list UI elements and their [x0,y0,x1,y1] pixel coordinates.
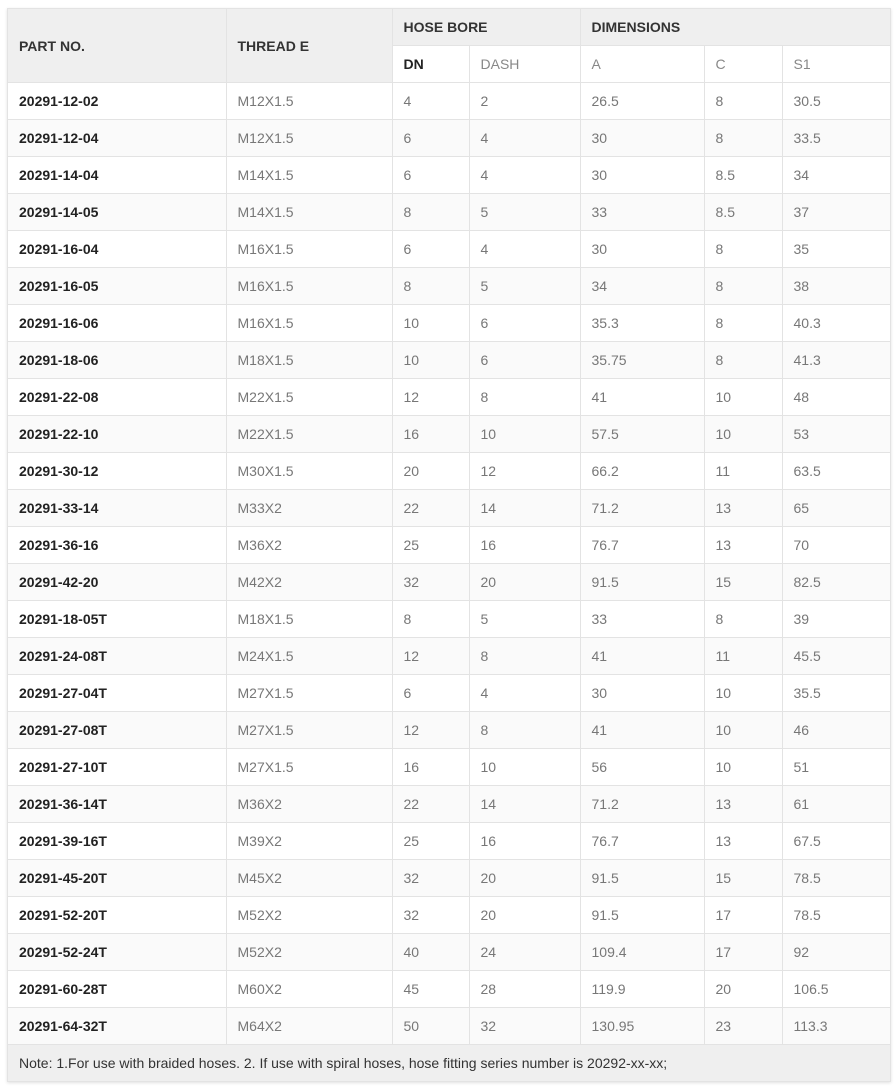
cell-s1: 82.5 [782,564,890,601]
cell-thread-e: M36X2 [226,786,392,823]
cell-c: 8.5 [704,157,782,194]
cell-dash: 16 [469,527,580,564]
cell-dn: 50 [392,1008,469,1045]
cell-thread-e: M18X1.5 [226,601,392,638]
cell-dn: 25 [392,823,469,860]
cell-c: 10 [704,712,782,749]
cell-part-no: 20291-27-04T [8,675,226,712]
header-hose-bore: HOSE BORE [392,9,580,46]
cell-part-no: 20291-18-06 [8,342,226,379]
cell-a: 35.3 [580,305,704,342]
cell-dn: 22 [392,490,469,527]
cell-part-no: 20291-33-14 [8,490,226,527]
cell-c: 13 [704,823,782,860]
cell-c: 23 [704,1008,782,1045]
cell-dash: 32 [469,1008,580,1045]
cell-dash: 12 [469,453,580,490]
header-dn: DN [392,46,469,83]
cell-a: 91.5 [580,564,704,601]
spec-table [8,9,890,1045]
cell-dn: 22 [392,786,469,823]
cell-c: 17 [704,934,782,971]
cell-c: 13 [704,527,782,564]
table-row [8,860,890,897]
cell-dash: 5 [469,194,580,231]
header-dash: DASH [469,46,580,83]
cell-thread-e: M42X2 [226,564,392,601]
header-thread-e: THREAD E [226,9,392,83]
cell-part-no: 20291-12-02 [8,83,226,120]
cell-a: 91.5 [580,897,704,934]
cell-part-no: 20291-27-08T [8,712,226,749]
cell-dn: 6 [392,120,469,157]
table-row [8,157,890,194]
cell-dash: 16 [469,823,580,860]
cell-dn: 12 [392,379,469,416]
cell-part-no: 20291-12-04 [8,120,226,157]
cell-part-no: 20291-30-12 [8,453,226,490]
cell-s1: 30.5 [782,83,890,120]
cell-thread-e: M16X1.5 [226,305,392,342]
cell-part-no: 20291-52-20T [8,897,226,934]
cell-part-no: 20291-22-08 [8,379,226,416]
cell-thread-e: M12X1.5 [226,120,392,157]
table-row [8,934,890,971]
cell-dash: 4 [469,157,580,194]
table-header [8,9,890,83]
cell-dn: 8 [392,268,469,305]
cell-thread-e: M60X2 [226,971,392,1008]
cell-c: 20 [704,971,782,1008]
table-row [8,823,890,860]
cell-thread-e: M14X1.5 [226,157,392,194]
table-row [8,601,890,638]
cell-dn: 10 [392,305,469,342]
cell-s1: 34 [782,157,890,194]
cell-dn: 32 [392,564,469,601]
cell-part-no: 20291-18-05T [8,601,226,638]
cell-a: 33 [580,194,704,231]
cell-part-no: 20291-36-14T [8,786,226,823]
cell-thread-e: M14X1.5 [226,194,392,231]
cell-dash: 2 [469,83,580,120]
table-body [8,83,890,1045]
table-row [8,120,890,157]
cell-a: 71.2 [580,786,704,823]
cell-part-no: 20291-27-10T [8,749,226,786]
table-row [8,971,890,1008]
header-part-no: PART NO. [8,9,226,83]
cell-dn: 6 [392,157,469,194]
cell-thread-e: M16X1.5 [226,231,392,268]
cell-c: 8 [704,268,782,305]
cell-c: 10 [704,416,782,453]
cell-dn: 8 [392,601,469,638]
cell-dn: 25 [392,527,469,564]
header-a: A [580,46,704,83]
cell-s1: 35.5 [782,675,890,712]
cell-s1: 92 [782,934,890,971]
cell-dash: 20 [469,897,580,934]
cell-dn: 6 [392,675,469,712]
cell-thread-e: M64X2 [226,1008,392,1045]
cell-a: 30 [580,675,704,712]
cell-a: 26.5 [580,83,704,120]
table-row [8,786,890,823]
cell-c: 11 [704,453,782,490]
table-row [8,527,890,564]
cell-part-no: 20291-42-20 [8,564,226,601]
cell-thread-e: M45X2 [226,860,392,897]
cell-a: 41 [580,379,704,416]
cell-a: 41 [580,638,704,675]
cell-c: 8 [704,305,782,342]
table-row [8,416,890,453]
cell-s1: 41.3 [782,342,890,379]
cell-dash: 6 [469,305,580,342]
cell-a: 34 [580,268,704,305]
table-row [8,231,890,268]
cell-c: 10 [704,379,782,416]
cell-part-no: 20291-16-05 [8,268,226,305]
cell-dash: 14 [469,786,580,823]
table-row [8,453,890,490]
cell-a: 76.7 [580,823,704,860]
cell-c: 17 [704,897,782,934]
cell-part-no: 20291-39-16T [8,823,226,860]
cell-s1: 33.5 [782,120,890,157]
table-row [8,1008,890,1045]
cell-c: 10 [704,749,782,786]
cell-dash: 28 [469,971,580,1008]
table-row [8,194,890,231]
cell-dash: 10 [469,416,580,453]
cell-s1: 46 [782,712,890,749]
cell-part-no: 20291-24-08T [8,638,226,675]
cell-thread-e: M52X2 [226,934,392,971]
cell-thread-e: M18X1.5 [226,342,392,379]
table-row [8,638,890,675]
cell-a: 71.2 [580,490,704,527]
header-dimensions: DIMENSIONS [580,9,890,46]
cell-part-no: 20291-16-06 [8,305,226,342]
cell-part-no: 20291-14-05 [8,194,226,231]
cell-s1: 38 [782,268,890,305]
cell-c: 8.5 [704,194,782,231]
table-row [8,342,890,379]
cell-dn: 45 [392,971,469,1008]
cell-dash: 8 [469,712,580,749]
cell-part-no: 20291-14-04 [8,157,226,194]
cell-part-no: 20291-64-32T [8,1008,226,1045]
cell-thread-e: M52X2 [226,897,392,934]
cell-s1: 40.3 [782,305,890,342]
cell-dash: 4 [469,231,580,268]
cell-dash: 10 [469,749,580,786]
cell-dn: 6 [392,231,469,268]
cell-thread-e: M16X1.5 [226,268,392,305]
cell-a: 57.5 [580,416,704,453]
cell-c: 13 [704,490,782,527]
cell-a: 119.9 [580,971,704,1008]
table-row [8,83,890,120]
cell-thread-e: M33X2 [226,490,392,527]
cell-s1: 78.5 [782,860,890,897]
cell-part-no: 20291-16-04 [8,231,226,268]
cell-dn: 10 [392,342,469,379]
cell-c: 8 [704,601,782,638]
cell-dn: 16 [392,416,469,453]
table-row [8,305,890,342]
cell-thread-e: M27X1.5 [226,675,392,712]
cell-c: 13 [704,786,782,823]
cell-c: 8 [704,342,782,379]
cell-thread-e: M27X1.5 [226,712,392,749]
cell-a: 41 [580,712,704,749]
cell-a: 30 [580,231,704,268]
cell-dn: 40 [392,934,469,971]
cell-thread-e: M22X1.5 [226,379,392,416]
table-row [8,490,890,527]
header-c: C [704,46,782,83]
cell-dn: 20 [392,453,469,490]
cell-dn: 4 [392,83,469,120]
cell-dn: 12 [392,712,469,749]
table-row [8,712,890,749]
cell-dash: 5 [469,601,580,638]
cell-s1: 65 [782,490,890,527]
table-row [8,379,890,416]
cell-s1: 48 [782,379,890,416]
cell-a: 35.75 [580,342,704,379]
table-row [8,675,890,712]
cell-c: 15 [704,860,782,897]
cell-dash: 24 [469,934,580,971]
cell-dash: 20 [469,564,580,601]
cell-dn: 8 [392,194,469,231]
cell-dash: 14 [469,490,580,527]
header-s1: S1 [782,46,890,83]
cell-dn: 12 [392,638,469,675]
cell-a: 56 [580,749,704,786]
cell-dash: 8 [469,379,580,416]
cell-thread-e: M12X1.5 [226,83,392,120]
cell-a: 109.4 [580,934,704,971]
cell-s1: 53 [782,416,890,453]
cell-thread-e: M36X2 [226,527,392,564]
cell-part-no: 20291-52-24T [8,934,226,971]
cell-a: 130.95 [580,1008,704,1045]
cell-part-no: 20291-45-20T [8,860,226,897]
table-row [8,268,890,305]
cell-s1: 51 [782,749,890,786]
cell-thread-e: M27X1.5 [226,749,392,786]
table-row [8,564,890,601]
cell-s1: 78.5 [782,897,890,934]
cell-a: 33 [580,601,704,638]
cell-dn: 32 [392,897,469,934]
cell-s1: 113.3 [782,1008,890,1045]
cell-thread-e: M39X2 [226,823,392,860]
cell-c: 10 [704,675,782,712]
cell-part-no: 20291-22-10 [8,416,226,453]
cell-dash: 20 [469,860,580,897]
cell-a: 30 [580,157,704,194]
cell-dash: 6 [469,342,580,379]
cell-s1: 63.5 [782,453,890,490]
spec-table-card [7,8,891,1082]
cell-c: 8 [704,231,782,268]
cell-a: 30 [580,120,704,157]
cell-s1: 61 [782,786,890,823]
cell-part-no: 20291-60-28T [8,971,226,1008]
cell-s1: 70 [782,527,890,564]
cell-a: 66.2 [580,453,704,490]
table-note: Note: 1.For use with braided hoses. 2. If use with spiral hoses, hose fitting series number is 20292-xx-xx; [8,1045,890,1081]
cell-dn: 32 [392,860,469,897]
cell-c: 11 [704,638,782,675]
cell-s1: 37 [782,194,890,231]
cell-thread-e: M22X1.5 [226,416,392,453]
cell-dash: 8 [469,638,580,675]
cell-part-no: 20291-36-16 [8,527,226,564]
table-row [8,749,890,786]
cell-dash: 4 [469,675,580,712]
cell-s1: 106.5 [782,971,890,1008]
cell-s1: 35 [782,231,890,268]
cell-dash: 4 [469,120,580,157]
cell-thread-e: M24X1.5 [226,638,392,675]
cell-dash: 5 [469,268,580,305]
cell-c: 8 [704,120,782,157]
cell-dn: 16 [392,749,469,786]
cell-s1: 67.5 [782,823,890,860]
cell-s1: 45.5 [782,638,890,675]
cell-s1: 39 [782,601,890,638]
cell-thread-e: M30X1.5 [226,453,392,490]
cell-c: 15 [704,564,782,601]
cell-a: 91.5 [580,860,704,897]
cell-c: 8 [704,83,782,120]
table-row [8,897,890,934]
cell-a: 76.7 [580,527,704,564]
